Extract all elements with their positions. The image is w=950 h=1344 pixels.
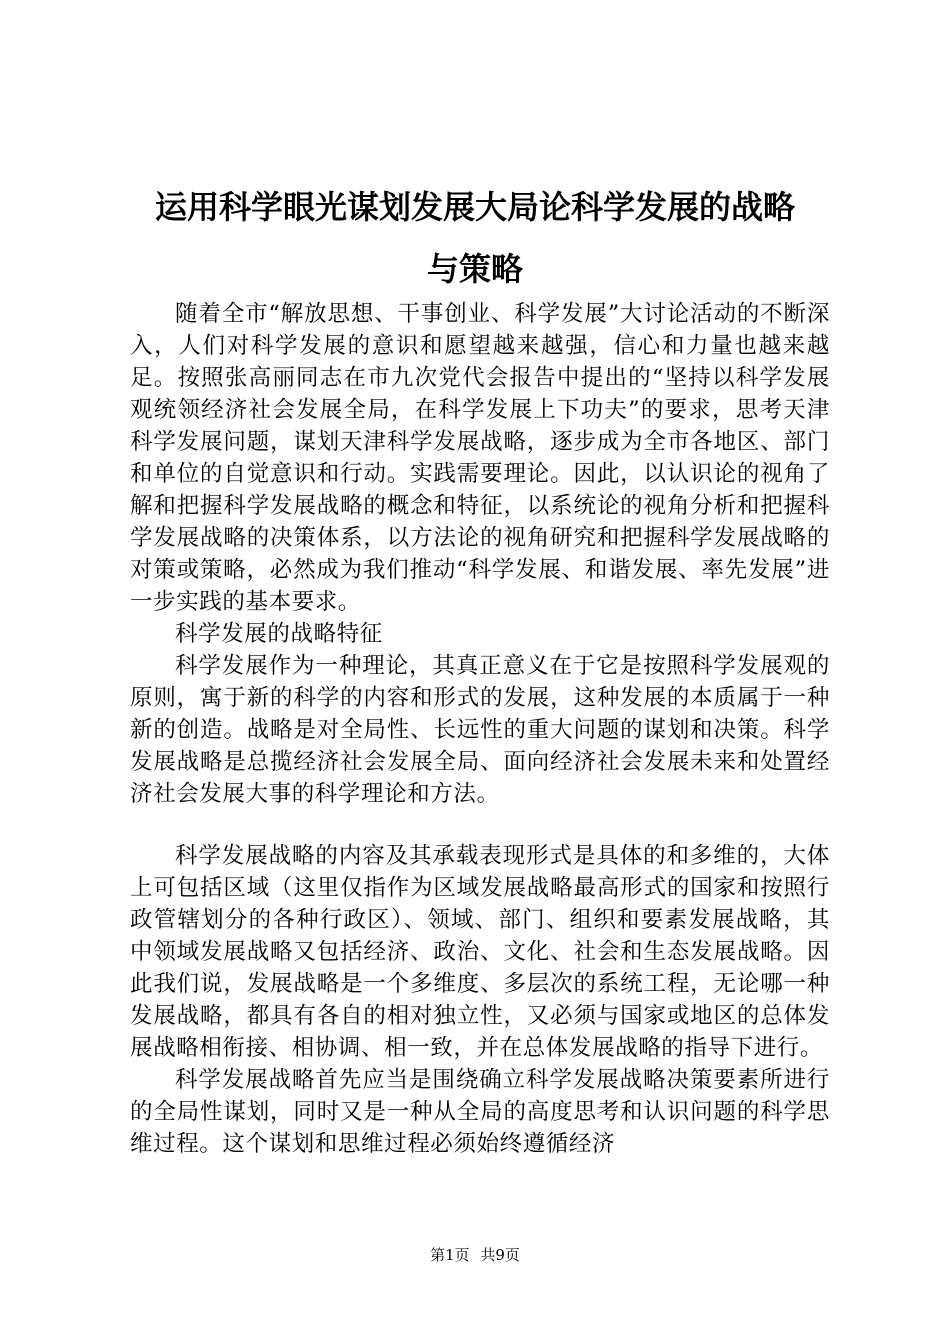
paragraph-intro: 随着全市“解放思想、干事创业、科学发展”大讨论活动的不断深入，人们对科学发展的意识和愿望越来越强，信心和力量也越来越足。按照张高丽同志在市九次党代会报告中提出的“坚持以科学发展观统领经济社会发展全局，在科学发展上下功夫”的要求，思考天津科学发展问题，谋划天津科学发展战略，逐步成为全市各地区、部门和单位的自觉意识和行动。实践需要理论。因此，以认识论的视角了解和把握科学发展战略的概念和特征，以系统论的视角分析和把握科学发展战略的决策体系，以方法论的视角研究和把握科学发展战略的对策或策略，必然成为我们推动“科学发展、和谐发展、率先发展”进一步实践的基本要求。 xyxy=(130,301,830,615)
title-line-2: 与策略 xyxy=(426,250,523,288)
paragraph-content: 科学发展战略的内容及其承载表现形式是具体的和多维的，大体上可包括区域（这里仅指作为区域发展战略最高形式的国家和按照行政管辖划分的各种行政区）、领域、部门、组织和要素发展战略，其中领域发展战略又包括经济、政治、文化、社会和生态发展战略。因此我们说，发展战略是一个多维度、多层次的系统工程，无论哪一种发展战略，都具有各自的相对独立性，又必须与国家或地区的总体发展战略相衔接、相协调、相一致，并在总体发展战略的指导下进行。 xyxy=(130,843,830,1061)
page-number: 第1页 xyxy=(430,1246,470,1264)
paragraph-theory: 科学发展作为一种理论，其真正意义在于它是按照科学发展观的原则，寓于新的科学的内容和形式的发展，这种发展的本质属于一种新的创造。战略是对全局性、长远性的重大问题的谋划和决策。科学发展战略是总揽经济社会发展全局、面向经济社会发展未来和处置经济社会发展大事的科学理论和方法。 xyxy=(130,653,830,807)
page-footer xyxy=(0,1245,950,1265)
section-heading: 科学发展的战略特征 xyxy=(175,621,383,647)
title-line-1: 运用科学眼光谋划发展大局论科学发展的战略 xyxy=(154,188,795,226)
document-body xyxy=(130,298,830,1160)
paragraph-planning: 科学发展战略首先应当是围绕确立科学发展战略决策要素所进行的全局性谋划，同时又是一种从全局的高度思考和认识问题的科学思维过程。这个谋划和思维过程必须始终遵循经济 xyxy=(130,1067,830,1157)
page-total: 共9页 xyxy=(480,1246,520,1264)
document-title xyxy=(118,176,832,300)
